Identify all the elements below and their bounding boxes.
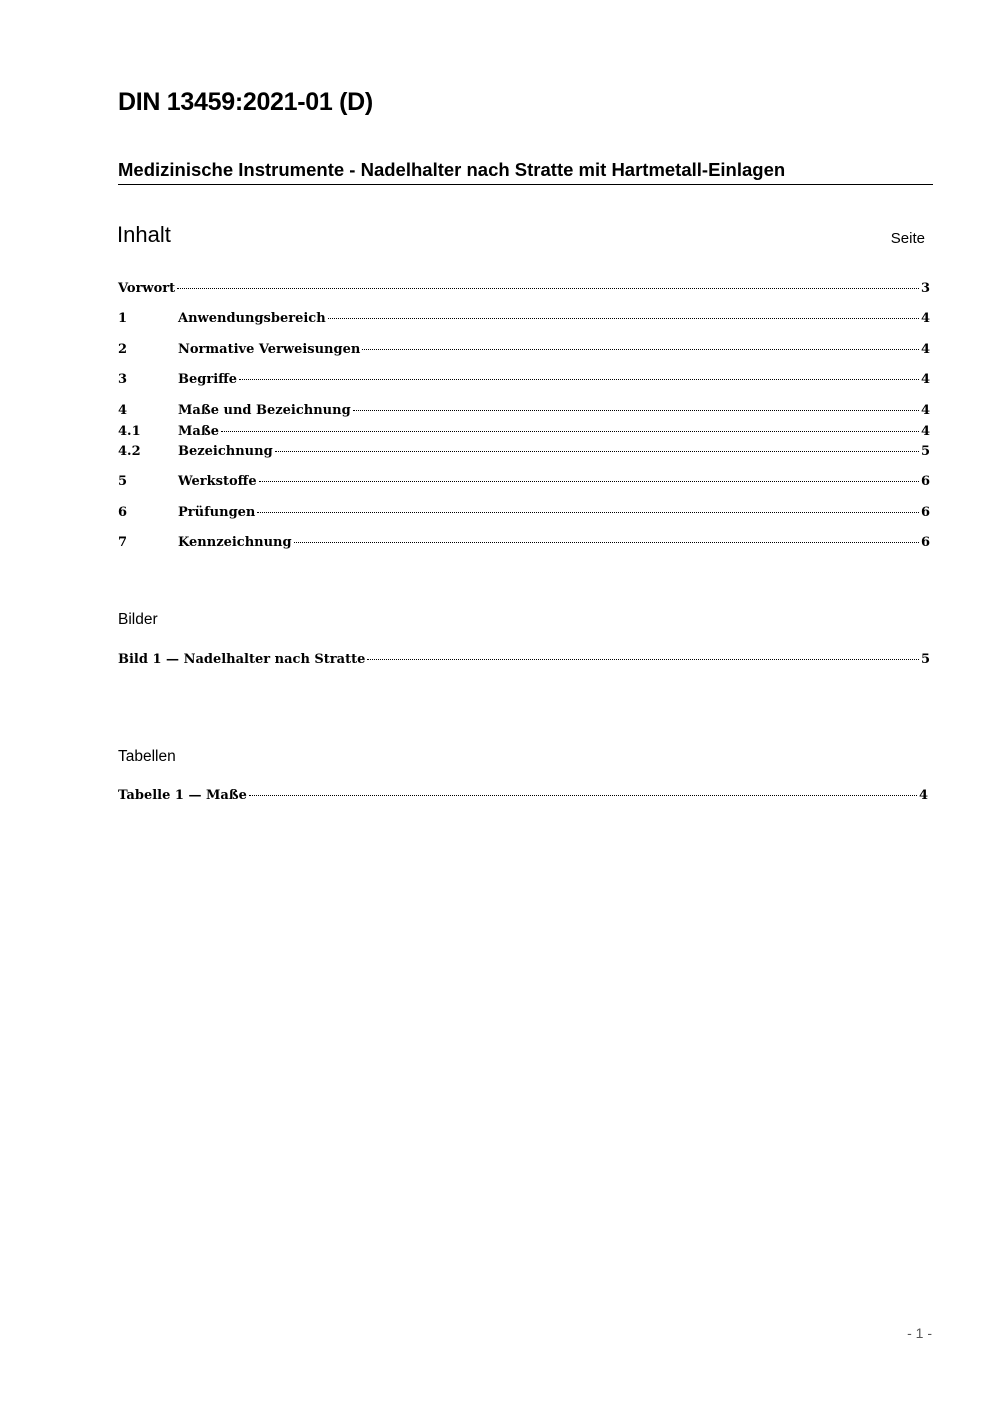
toc-entry-page: 4 bbox=[920, 311, 930, 326]
dot-leader bbox=[249, 795, 917, 796]
tables-heading: Tabellen bbox=[118, 748, 176, 765]
toc-entry-title: Bezeichnung bbox=[178, 444, 273, 459]
toc-entry-number: 6 bbox=[118, 505, 128, 520]
toc-heading: Inhalt bbox=[117, 222, 171, 247]
toc-entry-title: Maße bbox=[178, 424, 219, 439]
dot-leader bbox=[177, 288, 919, 289]
toc-entry-page: 4 bbox=[920, 372, 930, 387]
toc-entry-number: 3 bbox=[118, 372, 128, 387]
toc-entry-number: 5 bbox=[118, 474, 128, 489]
dot-leader bbox=[259, 481, 919, 482]
figure-entry-title: Bild 1 — Nadelhalter nach Stratte bbox=[118, 652, 366, 667]
document-title: Medizinische Instrumente - Nadelhalter nach Stratte mit Hartmetall-Einlagen bbox=[118, 159, 933, 185]
toc-entry-number: 4 bbox=[118, 403, 128, 418]
toc-entry-number: 4.1 bbox=[118, 424, 141, 439]
figure-entry-page: 5 bbox=[920, 652, 930, 667]
figures-heading: Bilder bbox=[118, 611, 158, 628]
toc-entry-4-1[interactable] bbox=[118, 424, 930, 444]
toc-entry-1[interactable] bbox=[118, 311, 930, 331]
toc-entry-4[interactable] bbox=[118, 403, 930, 423]
dot-leader bbox=[221, 431, 919, 432]
toc-entry-5[interactable] bbox=[118, 474, 930, 494]
table-entry-1[interactable] bbox=[118, 788, 928, 808]
toc-entry-title: Werkstoffe bbox=[178, 474, 257, 489]
page-number: - 1 - bbox=[907, 1325, 932, 1341]
toc-entry-page: 5 bbox=[920, 444, 930, 459]
dot-leader bbox=[257, 512, 919, 513]
figure-entry-1[interactable] bbox=[118, 652, 930, 672]
toc-entry-page: 4 bbox=[920, 403, 930, 418]
toc-entry-6[interactable] bbox=[118, 505, 930, 525]
toc-entry-page: 6 bbox=[920, 474, 930, 489]
toc-entry-7[interactable] bbox=[118, 535, 930, 555]
dot-leader bbox=[275, 451, 919, 452]
toc-entry-vorwort[interactable] bbox=[118, 281, 930, 301]
toc-entry-2[interactable] bbox=[118, 342, 930, 362]
toc-entry-title: Prüfungen bbox=[178, 505, 256, 520]
toc-entry-number: 2 bbox=[118, 342, 128, 357]
toc-entry-number: 7 bbox=[118, 535, 128, 550]
toc-entry-4-2[interactable] bbox=[118, 444, 930, 464]
dot-leader bbox=[353, 410, 919, 411]
toc-entry-number: 4.2 bbox=[118, 444, 141, 459]
toc-entry-title: Anwendungsbereich bbox=[178, 311, 326, 326]
toc-entry-title: Vorwort bbox=[118, 281, 176, 296]
toc-entry-title: Maße und Bezeichnung bbox=[178, 403, 351, 418]
table-entry-page: 4 bbox=[918, 788, 928, 803]
document-id: DIN 13459:2021-01 (D) bbox=[118, 88, 373, 116]
toc-entry-page: 3 bbox=[920, 281, 930, 296]
toc-entry-title: Begriffe bbox=[178, 372, 238, 387]
toc-entry-number: 1 bbox=[118, 311, 128, 326]
toc-entry-title: Kennzeichnung bbox=[178, 535, 292, 550]
toc-entry-page: 4 bbox=[920, 424, 930, 439]
toc-entry-page: 6 bbox=[920, 505, 930, 520]
dot-leader bbox=[367, 659, 919, 660]
toc-page-column-label: Seite bbox=[890, 230, 925, 247]
toc-entry-page: 4 bbox=[920, 342, 930, 357]
dot-leader bbox=[294, 542, 919, 543]
toc-entry-3[interactable] bbox=[118, 372, 930, 392]
dot-leader bbox=[362, 349, 919, 350]
dot-leader bbox=[239, 379, 919, 380]
table-entry-title: Tabelle 1 — Maße bbox=[118, 788, 247, 803]
toc-entry-title: Normative Verweisungen bbox=[178, 342, 361, 357]
dot-leader bbox=[328, 318, 919, 319]
toc-entry-page: 6 bbox=[920, 535, 930, 550]
